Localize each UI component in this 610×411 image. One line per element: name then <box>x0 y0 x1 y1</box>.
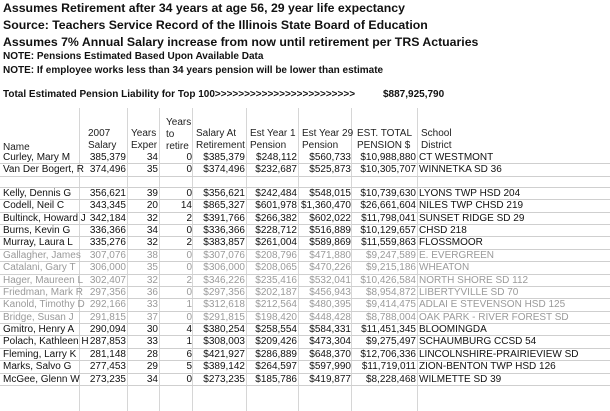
school-district-cell[interactable]: LINCOLNSHIRE-PRAIRIEVIEW SD <box>419 348 579 360</box>
header-years-to-retire: Years to retire <box>166 117 192 152</box>
salary-cell[interactable]: 302,407 <box>89 274 126 286</box>
years-to-retire-cell[interactable]: 0 <box>186 262 192 274</box>
header-years-exper: Years Exper <box>131 128 158 151</box>
salary-cell[interactable]: 277,453 <box>89 361 126 373</box>
est-year29-pension-cell[interactable]: $548,015 <box>309 187 351 199</box>
table-row[interactable] <box>0 275 610 287</box>
school-district-cell[interactable]: NORTH SHORE SD 112 <box>419 274 529 286</box>
table-row[interactable] <box>0 213 610 225</box>
salary-at-retirement-cell[interactable]: $374,496 <box>203 164 245 176</box>
est-total-pension-cell[interactable]: $10,305,707 <box>360 164 416 176</box>
years-to-retire-cell[interactable]: 6 <box>186 348 192 360</box>
school-district-cell[interactable]: SUNSET RIDGE SD 29 <box>419 212 525 224</box>
note-salary-increase: Assumes 7% Annual Salary increase from now until retirement per TRS Actuaries <box>3 35 479 49</box>
salary-cell[interactable]: 356,621 <box>89 187 126 199</box>
years-exper-cell[interactable]: 29 <box>146 361 158 373</box>
table-row[interactable] <box>0 336 610 348</box>
name-cell[interactable]: Catalani, Gary T <box>3 262 76 274</box>
est-total-pension-cell[interactable]: $9,414,475 <box>365 299 416 311</box>
school-district-cell[interactable]: LYONS TWP HSD 204 <box>419 187 521 199</box>
salary-cell[interactable]: 287,853 <box>89 336 126 348</box>
est-year1-pension-cell[interactable]: $264,597 <box>255 361 297 373</box>
school-district-cell[interactable]: FLOSSMOOR <box>419 237 483 249</box>
est-year29-pension-cell[interactable]: $589,869 <box>309 237 351 249</box>
est-year1-pension-cell[interactable]: $248,112 <box>256 152 297 163</box>
est-year1-pension-cell[interactable]: $208,796 <box>255 249 297 261</box>
name-cell[interactable]: Bridge, Susan J <box>3 311 74 323</box>
table-row[interactable] <box>0 250 610 262</box>
years-to-retire-cell[interactable]: 0 <box>186 152 192 163</box>
total-liability-value: $887,925,790 <box>383 89 445 100</box>
est-year1-pension-cell[interactable]: $261,004 <box>255 237 297 249</box>
pension-table <box>0 152 610 386</box>
est-year1-pension-cell[interactable]: $208,065 <box>255 262 297 274</box>
est-total-pension-cell[interactable]: $8,788,004 <box>365 311 416 323</box>
years-to-retire-cell[interactable]: 2 <box>186 212 192 224</box>
note-lower-estimate: NOTE: If employee works less than 34 years pension will be lower than estimate <box>3 65 384 76</box>
est-total-pension-cell[interactable]: $26,661,604 <box>360 200 416 212</box>
est-year29-pension-cell[interactable]: $525,873 <box>309 164 351 176</box>
salary-at-retirement-cell[interactable]: $385,379 <box>203 152 245 163</box>
table-row[interactable] <box>0 164 610 176</box>
est-total-pension-cell[interactable]: $11,559,863 <box>361 237 416 249</box>
total-liability-label: Total Estimated Pension Liability for Top 100>>>>>>>>>>>>>>>>>>>>>>>> <box>3 89 356 100</box>
years-to-retire-cell[interactable]: 14 <box>180 200 192 212</box>
school-district-cell[interactable]: ZION-BENTON TWP HSD 126 <box>419 361 556 373</box>
name-cell[interactable]: Curley, Mary M <box>3 152 71 163</box>
years-exper-cell[interactable]: 32 <box>146 212 158 224</box>
years-exper-cell[interactable]: 35 <box>146 164 158 176</box>
school-district-cell[interactable]: ADLAI E STEVENSON HSD 125 <box>419 299 566 311</box>
est-year1-pension-cell[interactable]: $235,416 <box>255 274 297 286</box>
est-year29-pension-cell[interactable]: $602,022 <box>309 212 351 224</box>
header-salary-at-retirement: Salary At Retirement <box>196 128 245 151</box>
salary-cell[interactable]: 273,235 <box>89 373 126 385</box>
years-to-retire-cell[interactable]: 5 <box>186 361 192 373</box>
salary-at-retirement-cell[interactable]: $273,235 <box>203 373 245 385</box>
table-row[interactable] <box>0 374 610 386</box>
salary-at-retirement-cell[interactable]: $380,254 <box>203 324 245 336</box>
note-estimated: NOTE: Pensions Estimated Based Upon Available Data <box>3 51 264 62</box>
name-cell[interactable]: Codell, Neil C <box>3 200 65 212</box>
est-year1-pension-cell[interactable]: $212,564 <box>255 299 297 311</box>
table-row[interactable] <box>0 225 610 237</box>
name-cell[interactable]: McGee, Glenn W <box>3 373 80 385</box>
est-year1-pension-cell[interactable]: $601,978 <box>255 200 297 212</box>
name-cell[interactable]: Bultinck, Howard J <box>3 212 86 224</box>
est-year1-pension-cell[interactable]: $209,426 <box>255 336 297 348</box>
school-district-cell[interactable]: CT WESTMONT <box>419 152 494 163</box>
name-cell[interactable]: Murray, Laura L <box>3 237 73 249</box>
years-exper-cell[interactable]: 34 <box>146 152 158 163</box>
salary-cell[interactable]: 291,815 <box>89 311 126 323</box>
table-row[interactable] <box>0 152 610 164</box>
est-year1-pension-cell[interactable]: $258,554 <box>255 324 297 336</box>
est-year29-pension-cell[interactable]: $480,395 <box>309 299 351 311</box>
years-to-retire-cell[interactable]: 0 <box>186 373 192 385</box>
years-to-retire-cell[interactable]: 0 <box>186 286 192 298</box>
name-cell[interactable]: Marks, Salvo G <box>3 361 72 373</box>
salary-cell[interactable]: 306,000 <box>89 262 126 274</box>
years-exper-cell[interactable]: 37 <box>146 311 158 323</box>
name-cell[interactable]: Gallagher, James <box>3 249 81 261</box>
est-year1-pension-cell[interactable]: $266,382 <box>255 212 297 224</box>
table-row[interactable] <box>0 237 610 249</box>
table-row[interactable] <box>0 262 610 274</box>
name-cell[interactable]: Burns, Kevin G <box>3 224 71 236</box>
est-year29-pension-cell[interactable]: $456,943 <box>309 286 351 298</box>
est-year29-pension-cell[interactable]: $1,360,470 <box>300 200 351 212</box>
years-exper-cell[interactable]: 30 <box>146 324 158 336</box>
est-year1-pension-cell[interactable]: $242,484 <box>255 187 297 199</box>
years-exper-cell[interactable]: 36 <box>146 286 158 298</box>
est-year29-pension-cell[interactable]: $584,331 <box>309 324 351 336</box>
est-year1-pension-cell[interactable]: $198,420 <box>255 311 297 323</box>
est-year29-pension-cell[interactable]: $560,733 <box>309 152 351 163</box>
years-to-retire-cell[interactable]: 0 <box>186 164 192 176</box>
salary-cell[interactable]: 292,166 <box>89 299 126 311</box>
est-total-pension-cell[interactable]: $9,275,497 <box>365 336 416 348</box>
est-year29-pension-cell[interactable]: $648,370 <box>309 348 351 360</box>
years-to-retire-cell[interactable]: 0 <box>186 224 192 236</box>
salary-at-retirement-cell[interactable]: $356,621 <box>203 187 245 199</box>
table-row[interactable] <box>0 324 610 336</box>
est-total-pension-cell[interactable]: $10,426,584 <box>360 274 416 286</box>
salary-cell[interactable]: 336,366 <box>89 224 126 236</box>
est-total-pension-cell[interactable]: $10,129,657 <box>360 224 416 236</box>
note-source: Source: Teachers Service Record of the Illinois State Board of Education <box>3 18 428 32</box>
est-year29-pension-cell[interactable]: $597,990 <box>309 361 351 373</box>
school-district-cell[interactable]: OAK PARK - RIVER FOREST SD <box>419 311 569 323</box>
salary-cell[interactable]: 335,276 <box>89 237 126 249</box>
school-district-cell[interactable]: NILES TWP CHSD 219 <box>419 200 524 212</box>
est-total-pension-cell[interactable]: $8,954,872 <box>365 286 416 298</box>
years-to-retire-cell[interactable]: 1 <box>186 299 192 311</box>
years-exper-cell[interactable]: 32 <box>146 237 158 249</box>
school-district-cell[interactable]: E. EVERGREEN <box>419 249 495 261</box>
name-cell[interactable]: Kanold, Timothy D <box>3 299 85 311</box>
salary-cell[interactable]: 290,094 <box>89 324 126 336</box>
years-to-retire-cell[interactable]: 2 <box>186 237 192 249</box>
salary-cell[interactable]: 281,148 <box>89 348 126 360</box>
est-total-pension-cell[interactable]: $11,719,011 <box>361 361 416 373</box>
est-total-pension-cell[interactable]: $10,739,630 <box>360 187 416 199</box>
est-total-pension-cell[interactable]: $9,247,589 <box>365 249 416 261</box>
blank-row[interactable] <box>0 177 610 188</box>
est-year29-pension-cell[interactable]: $532,041 <box>309 274 351 286</box>
table-row[interactable] <box>0 312 610 324</box>
est-year1-pension-cell[interactable]: $185,786 <box>255 373 297 385</box>
school-district-cell[interactable]: SCHAUMBURG CCSD 54 <box>419 336 537 348</box>
salary-at-retirement-cell[interactable]: $308,003 <box>203 336 245 348</box>
est-year29-pension-cell[interactable]: $419,877 <box>309 373 351 385</box>
salary-at-retirement-cell[interactable]: $336,366 <box>203 224 245 236</box>
name-cell[interactable]: Friedman, Mark R <box>3 286 84 298</box>
est-total-pension-cell[interactable]: $9,215,186 <box>365 262 416 274</box>
salary-at-retirement-cell[interactable]: $312,618 <box>203 299 245 311</box>
years-exper-cell[interactable]: 34 <box>146 373 158 385</box>
note-retirement-assumption: Assumes Retirement after 34 years at age 56, 29 year life expectancy <box>3 1 405 15</box>
salary-at-retirement-cell[interactable]: $346,226 <box>203 274 245 286</box>
years-to-retire-cell[interactable]: 1 <box>186 336 192 348</box>
school-district-cell[interactable]: WILMETTE SD 39 <box>419 373 502 385</box>
est-year29-pension-cell[interactable]: $516,889 <box>309 224 351 236</box>
years-exper-cell[interactable]: 32 <box>146 274 158 286</box>
est-total-pension-cell[interactable]: $10,988,880 <box>360 152 416 163</box>
years-to-retire-cell[interactable]: 0 <box>186 187 192 199</box>
salary-at-retirement-cell[interactable]: $306,000 <box>203 262 245 274</box>
est-year1-pension-cell[interactable]: $202,187 <box>255 286 297 298</box>
est-total-pension-cell[interactable]: $8,228,468 <box>365 373 416 385</box>
salary-at-retirement-cell[interactable]: $421,927 <box>203 348 245 360</box>
header-name: Name <box>3 142 30 153</box>
est-total-pension-cell[interactable]: $11,451,345 <box>361 324 416 336</box>
years-to-retire-cell[interactable]: 0 <box>186 311 192 323</box>
years-to-retire-cell[interactable]: 2 <box>186 274 192 286</box>
salary-at-retirement-cell[interactable]: $297,356 <box>203 286 245 298</box>
est-year29-pension-cell[interactable]: $448,428 <box>309 311 351 323</box>
years-exper-cell[interactable]: 28 <box>146 348 158 360</box>
name-cell[interactable]: Hager, Maureen L <box>3 274 84 286</box>
years-exper-cell[interactable]: 33 <box>146 336 158 348</box>
salary-cell[interactable]: 374,496 <box>89 164 126 176</box>
salary-cell[interactable]: 297,356 <box>89 286 126 298</box>
name-cell[interactable]: Van Der Bogert, R <box>3 164 84 176</box>
est-year29-pension-cell[interactable]: $473,304 <box>309 336 351 348</box>
header-est-year1: Est Year 1 Pension <box>250 128 296 151</box>
table-row[interactable] <box>0 349 610 361</box>
years-to-retire-cell[interactable]: 4 <box>186 324 192 336</box>
est-year1-pension-cell[interactable]: $286,889 <box>255 348 297 360</box>
salary-cell[interactable]: 385,379 <box>89 152 126 163</box>
table-row[interactable] <box>0 299 610 311</box>
school-district-cell[interactable]: WINNETKA SD 36 <box>419 164 502 176</box>
name-cell[interactable]: Fleming, Larry K <box>3 348 77 360</box>
est-year29-pension-cell[interactable]: $470,226 <box>309 262 351 274</box>
school-district-cell[interactable]: LIBERTYVILLE SD 70 <box>419 286 519 298</box>
est-year1-pension-cell[interactable]: $228,712 <box>255 224 297 236</box>
salary-cell[interactable]: 343,345 <box>89 200 126 212</box>
est-total-pension-cell[interactable]: $11,798,041 <box>361 212 416 224</box>
years-exper-cell[interactable]: 20 <box>146 200 158 212</box>
header-est-total: EST. TOTAL PENSION $ <box>357 128 413 151</box>
salary-cell[interactable]: 307,076 <box>89 249 126 261</box>
salary-at-retirement-cell[interactable]: $391,766 <box>203 212 245 224</box>
est-total-pension-cell[interactable]: $12,706,336 <box>360 348 416 360</box>
header-salary-2007: 2007 Salary <box>88 128 117 151</box>
est-year1-pension-cell[interactable]: $232,687 <box>255 164 297 176</box>
table-row[interactable] <box>0 188 610 200</box>
header-school-district: School District <box>421 128 452 151</box>
salary-at-retirement-cell[interactable]: $291,815 <box>203 311 245 323</box>
years-exper-cell[interactable]: 39 <box>146 187 158 199</box>
table-row[interactable] <box>0 200 610 212</box>
salary-cell[interactable]: 342,184 <box>89 212 126 224</box>
table-row[interactable] <box>0 361 610 373</box>
years-exper-cell[interactable]: 35 <box>146 262 158 274</box>
header-est-year29: Est Year 29 Pension <box>302 128 354 151</box>
name-cell[interactable]: Gmitro, Henry A <box>3 324 75 336</box>
school-district-cell[interactable]: CHSD 218 <box>419 224 467 236</box>
est-year29-pension-cell[interactable]: $471,880 <box>309 249 351 261</box>
years-exper-cell[interactable]: 34 <box>146 224 158 236</box>
salary-at-retirement-cell[interactable]: $389,142 <box>203 361 245 373</box>
years-exper-cell[interactable]: 38 <box>146 249 158 261</box>
table-row[interactable] <box>0 287 610 299</box>
salary-at-retirement-cell[interactable]: $383,857 <box>203 237 245 249</box>
salary-at-retirement-cell[interactable]: $307,076 <box>203 249 245 261</box>
name-cell[interactable]: Kelly, Dennis G <box>3 187 72 199</box>
school-district-cell[interactable]: WHEATON <box>419 262 470 274</box>
name-cell[interactable]: Polach, Kathleen H <box>3 336 89 348</box>
school-district-cell[interactable]: BLOOMINGDA <box>419 324 487 336</box>
years-to-retire-cell[interactable]: 0 <box>186 249 192 261</box>
salary-at-retirement-cell[interactable]: $865,327 <box>203 200 245 212</box>
years-exper-cell[interactable]: 33 <box>146 299 158 311</box>
